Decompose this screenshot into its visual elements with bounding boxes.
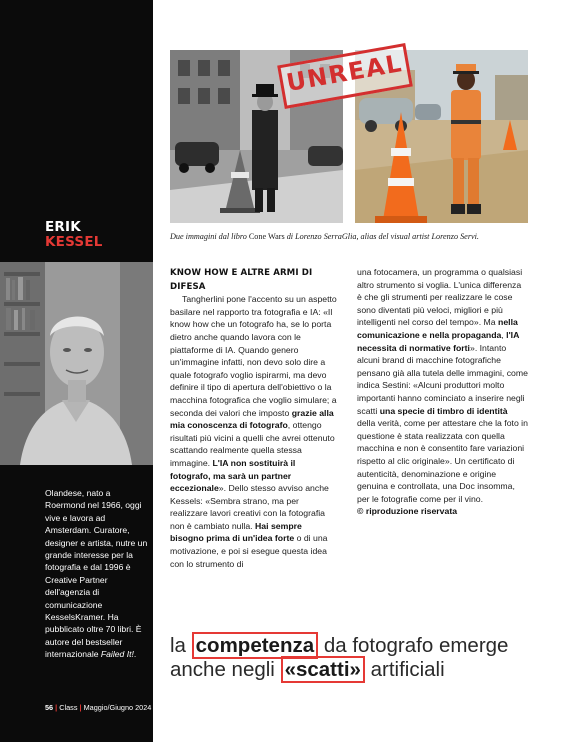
col2-bold-1: nella comunicazione e nella propaganda	[357, 317, 518, 340]
pull-quote-highlight-2: «scatti»	[281, 656, 365, 683]
col2-text-2: ,	[501, 329, 507, 340]
article-column-1	[170, 266, 338, 570]
copyright-credit: © riproduzione riservata	[357, 506, 458, 517]
caption-pre: Due immagini dal libro	[170, 232, 249, 241]
bio-book-title: Failed It!	[100, 649, 134, 660]
col2-text-3: ». Intanto alcuni brand di macchine fotografiche pensano già alla tutela delle immagini, come indica Sestini: «Alcuni produttori molto importanti hanno cominciato a inserire negli scatti	[357, 342, 528, 416]
section-heading: KNOW HOW E ALTRE ARMI DI DIFESA	[170, 268, 313, 292]
pull-quote-highlight-1: competenza	[192, 632, 318, 659]
author-last-name: KESSEL	[45, 234, 103, 250]
magazine-name: Class	[59, 703, 78, 712]
page-number: 56	[45, 703, 54, 712]
col1-text-1: Tangherlini pone l'accento su un aspetto basilare nel rapporto tra fotografia e IA: «Il know how che un fotografo ha, se lo porta dietro anche quando lavora con le piattaforme di IA. Quando genero un'immagine infatti, non devo solo dire a quale fotografo voglio ispirarmi, ma devo definire il tipo di apertura dell'obiettivo o la macchina fotografica che voglio simulare; a seconda dei valori che imposto	[170, 294, 337, 418]
col2-bold-3: una specie di timbro di identità	[379, 405, 508, 416]
author-first-name: ERIK	[45, 219, 81, 235]
col1-bold-1: grazie alla mia conoscenza di fotografo	[170, 407, 334, 431]
issue-date: Maggio/Giugno 2024	[83, 703, 152, 712]
pull-quote-part-2: da fotografo emerge anche negli	[170, 634, 509, 681]
author-portrait	[0, 262, 153, 465]
col2-text-4: della verità, come per attestare che la foto in questione è stata realizzata con quella macchina e non è consentito fare variazioni rispetto al clic originale». Un certificato di autenticità, denominazione e origine genuina e controllata, una Doc insomma, per le fotografie come per il vino.	[357, 418, 528, 504]
col2-text-1: una fotocamera, un programma o qualsiasi altro strumento si voglia. L'unica differenza è che gli strumenti per realizzare le cose sono diventati più veloci, migliori e più intelligenti nel corso del tempo». Ma	[357, 267, 523, 328]
bio-end: .	[133, 649, 137, 660]
author-name	[45, 220, 103, 250]
bio-text: Olandese, nato a Roermond nel 1966, oggi vive e lavora ad Amsterdam. Curatore, designer e artista, nutre un grande interesse per la fotografia e dal 1996 è Creative Partner dell'agenzia di comunicazione KesselsKramer. Ha pubblicato oltre 70 libri. È autore del bestseller internazionale	[45, 488, 148, 660]
col1-text-4: o di una motivazione, e poi si esegue questa idea con lo strumento di	[170, 533, 328, 569]
portrait-image	[0, 262, 153, 465]
caption-post: di Lorenzo SerraGlia, alias del visual artist Lorenzo Servi.	[284, 232, 479, 241]
author-bio	[45, 487, 151, 661]
pull-quote	[170, 634, 530, 682]
col2-bold-2: l'IA necessita di normative forti	[357, 329, 520, 353]
folio-divider: |	[55, 703, 58, 712]
article-column-2	[357, 266, 528, 518]
col1-bold-2: L'IA non sostituirà il fotografo, ma sarà un partner eccezionale	[170, 457, 296, 494]
pull-quote-part-1: la	[170, 634, 192, 657]
col1-text-3: ». Dello stesso avviso anche Kessels: «Sembra strano, ma per realizzare lavori creativi con la fotografia non è cambiato nulla.	[170, 483, 329, 531]
pull-quote-part-3: artificiali	[364, 658, 445, 681]
column-2-paragraph	[357, 266, 528, 518]
column-1-paragraph	[170, 266, 338, 570]
page-folio	[45, 703, 151, 712]
folio-divider-2: |	[79, 703, 82, 712]
col1-text-2: , ottengo risultati più vicini a quelli che avrei ottenuto scattando realmente quella stessa immagine.	[170, 420, 335, 468]
unreal-stamp: UNREAL	[277, 43, 413, 109]
col1-bold-3: Hai sempre bisogno prima di un'idea forte	[170, 520, 302, 544]
caption-book-title: Cone Wars	[248, 232, 285, 241]
photo-caption	[170, 232, 532, 241]
